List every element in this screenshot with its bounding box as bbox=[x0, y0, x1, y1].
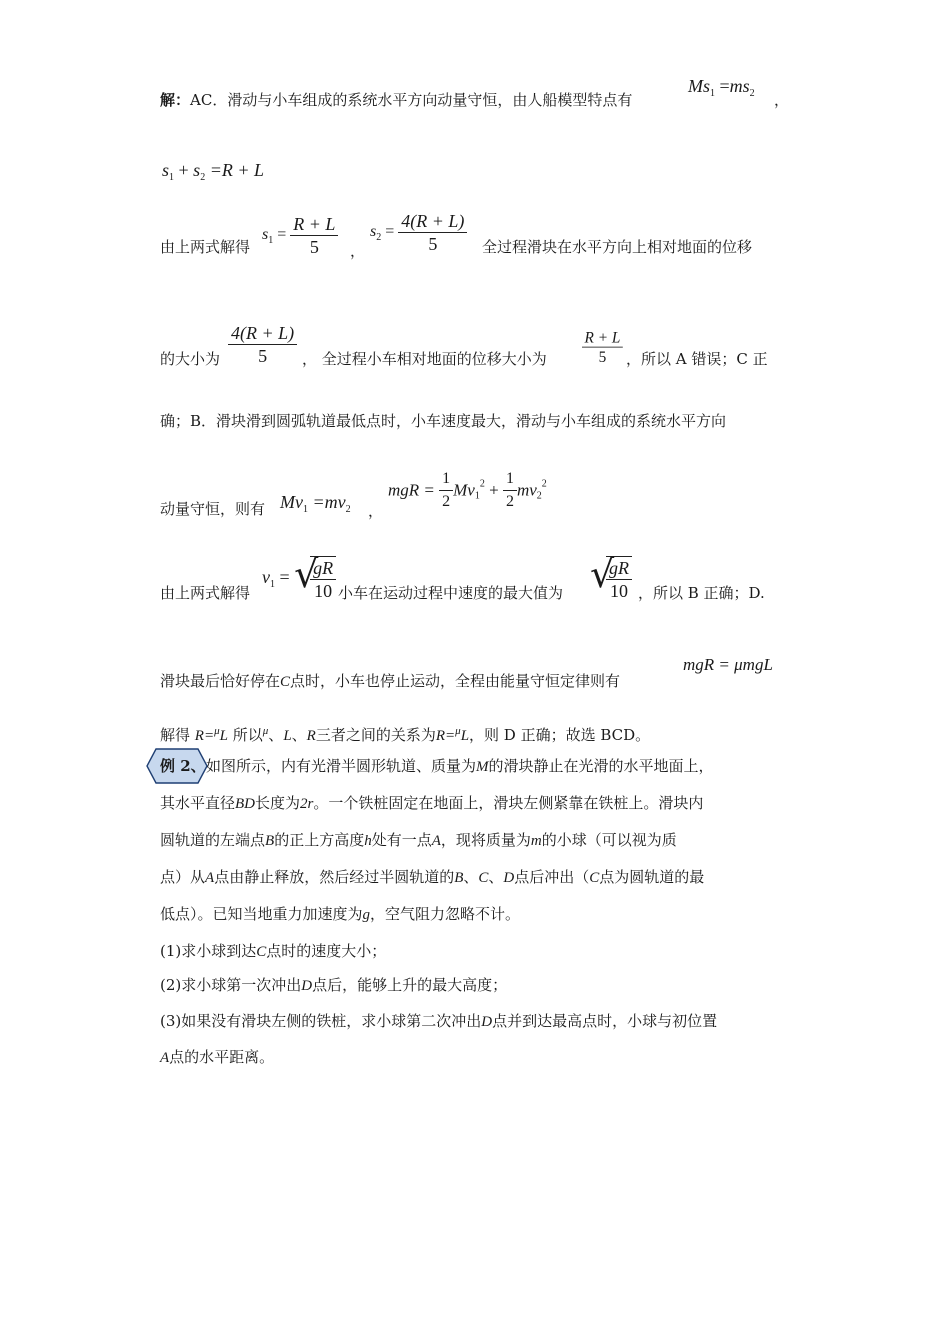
fraction-rl: $\frac{R + L}{5}$ bbox=[582, 328, 623, 366]
solution-line-7-mid: 小车在运动过程中速度的最大值为 bbox=[338, 584, 564, 602]
solution-line-4-suffix: ，所以 A 错误；C 正 bbox=[626, 350, 768, 368]
question-2: (2)求小球第一次冲出D点后，能够上升的最大高度； bbox=[160, 976, 508, 994]
example-line-5: 低点）。已知当地重力加速度为g，空气阻力忽略不计。 bbox=[160, 905, 521, 923]
equation-sum: $s_1 + s_2 =R + L$ bbox=[162, 160, 264, 183]
s2-fraction: $s_2$ = $\frac{4(R + L)}{5}$ bbox=[370, 210, 467, 255]
max-velocity: √ $\frac{gR}{10}$ bbox=[590, 556, 632, 602]
solution-line-6-prefix: 动量守恒，则有 bbox=[160, 500, 266, 518]
solution-line-3-suffix: 全过程滑块在水平方向上相对地面的位移 bbox=[482, 238, 753, 256]
question-3: (3)如果没有滑块左侧的铁桩，求小球第二次冲出D点并到达最高点时，小球与初位置 bbox=[160, 1012, 718, 1030]
solution-line-5: 确；B．滑块滑到圆弧轨道最低点时，小车速度最大，滑动与小车组成的系统水平方向 bbox=[160, 412, 727, 430]
solution-line-4-mid: ， 全过程小车相对地面的位移大小为 bbox=[302, 350, 547, 368]
solution-line-7-prefix: 由上两式解得 bbox=[160, 584, 251, 602]
s1-fraction: $s_1$ = $\frac{R + L}{5}$ bbox=[262, 213, 338, 258]
example-line-4: 点）从A点由静止释放，然后经过半圆轨道的B、C、D点后冲出（C点为圆轨道的最 bbox=[160, 868, 705, 886]
solution-line-3: 由上两式解得 bbox=[160, 238, 251, 256]
comma: ， bbox=[774, 91, 790, 109]
velocity-eq: $v_1$ = √ $\frac{gR}{10}$ bbox=[262, 556, 336, 602]
solution-line-4-prefix: 的大小为 bbox=[160, 350, 221, 368]
solution-line-8: 滑块最后恰好停在C点时，小车也停止运动，全程由能量守恒定律则有 bbox=[160, 672, 621, 690]
question-1: (1)求小球到达C点时的速度大小； bbox=[160, 942, 387, 960]
separator: ， bbox=[368, 502, 384, 520]
example-line-3: 圆轨道的左端点B的正上方高度h处有一点A，现将质量为m的小球（可以视为质 bbox=[160, 831, 677, 849]
fraction-4rl: $\frac{4(R + L)}{5}$ bbox=[228, 322, 297, 367]
example-line-1: 如图所示，内有光滑半圆形轨道、质量为M的滑块静止在光滑的水平地面上， bbox=[206, 757, 714, 775]
energy-conservation-eq: mgR = μmgL bbox=[683, 655, 773, 674]
energy-eq: mgR = $\frac{1}{2}$ $Mv_1^2$ + $\frac{1}{2}$ $mv_2^2$ bbox=[388, 468, 547, 513]
solution-line-7-suffix: ，所以 B 正确；D. bbox=[638, 584, 765, 602]
solution-text: AC．滑动与小车组成的系统水平方向动量守恒，由人船模型特点有 bbox=[190, 91, 633, 109]
solution-line-9: 解得 R=$^\mu$L 所以$^\mu$、L、R三者之间的关系为R=$^\mu$L，则 D 正确；故选 BCD。 bbox=[160, 725, 651, 744]
example-badge-label: 例 2、 bbox=[160, 757, 206, 775]
momentum-eq: $Mv_1 =mv_2$ bbox=[280, 492, 351, 515]
solution-label: 解： bbox=[160, 91, 191, 109]
question-3-cont: A点的水平距离。 bbox=[160, 1048, 275, 1066]
example-line-2: 其水平直径BD长度为2r。一个铁桩固定在地面上，滑块左侧紧靠在铁桩上。滑块内 bbox=[160, 794, 704, 812]
separator: ， bbox=[350, 242, 366, 260]
solution-line-1 bbox=[160, 89, 632, 111]
equation-ms: $Ms_1 =ms_2$ bbox=[688, 76, 755, 99]
